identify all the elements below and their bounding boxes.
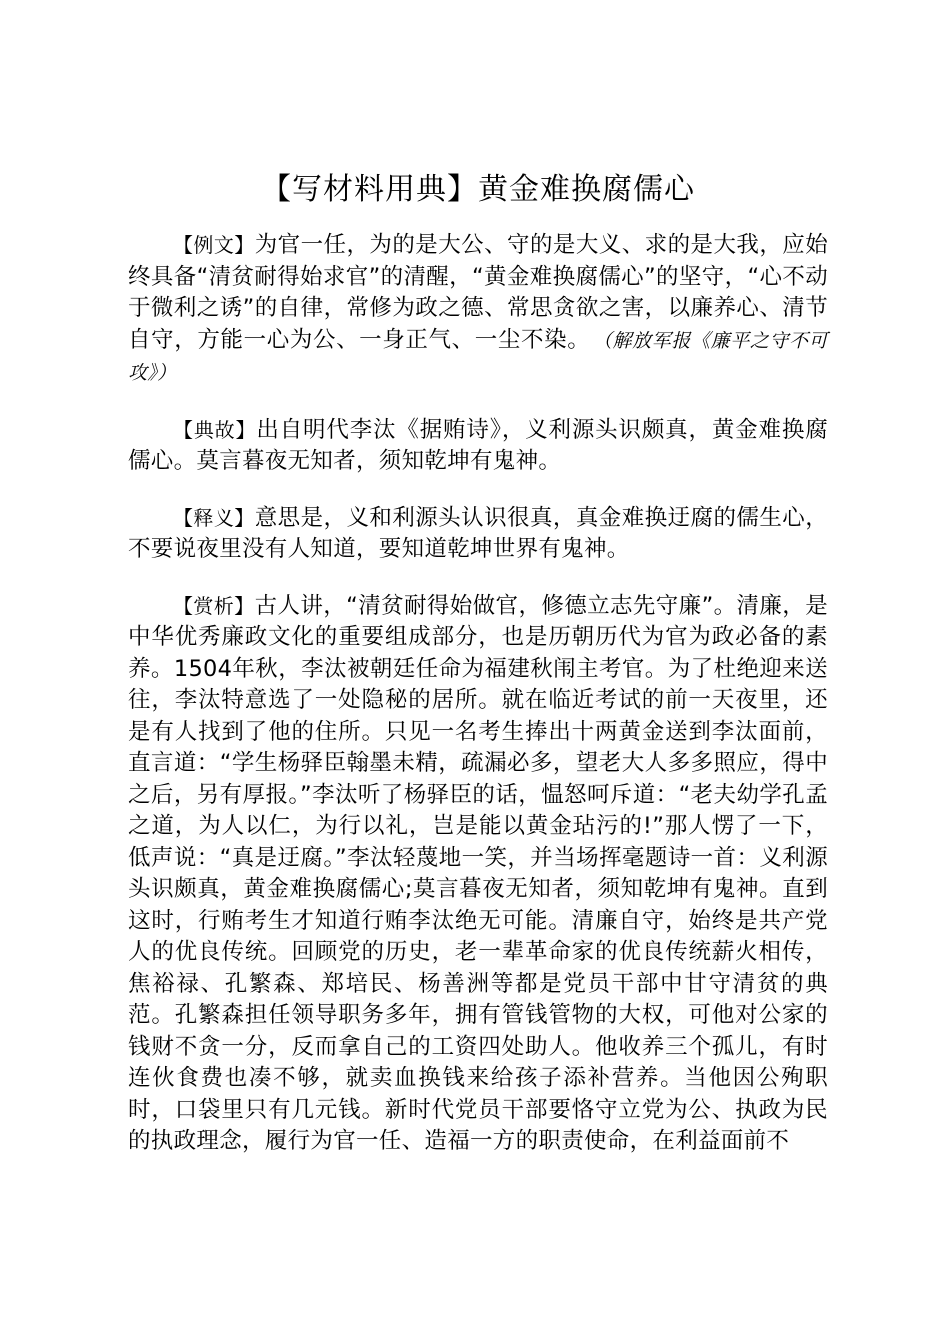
allusion-label: 【典故】 [173,417,257,442]
example-label: 【例文】 [173,233,255,257]
example-text: 为官一任，为的是大公、守的是大义、求的是大我，应始终具备“清贫耐得始求官”的清醒，“黄金难换腐儒心”的坚守，“心不动于微利之诱”的自律，常修为政之德、常思贪欲之害，以廉养心、清节自守，方能一心为公、一身正气、一尘不染。 [128,232,828,353]
appreciation-text: 古人讲，“清贫耐得始做官，修德立志先守廉”。清廉，是中华优秀廉政文化的重要组成部分，也是历朝历代为官为政必备的素养。1504年秋，李汰被朝廷任命为福建秋闱主考官。为了杜绝迎来送往，李汰特意选了一处隐秘的居所。就在临近考试的前一天夜里，还是有人找到了他的住所。只见一名考生捧出十两黄金送到李汰面前，直言道：“学生杨驿臣翰墨未精，疏漏必多，望老大人多多照应，得中之后，另有厚报。”李汰听了杨驿臣的话，愠怒呵斥道：“老夫幼学孔孟之道，为人以仁，为行以礼，岂是能以黄金玷污的!”那人愣了一下，低声说：“真是迂腐。”李汰轻蔑地一笑，并当场挥毫题诗一首：义利源头识颇真，黄金难换腐儒心;莫言暮夜无知者，须知乾坤有鬼神。直到这时，行贿考生才知道行贿李汰绝无可能。清廉自守，始终是共产党人的优良传统。回顾党的历史，老一辈革命家的优良传统薪火相传，焦裕禄、孔繁森、郑培民、杨善洲等都是党员干部中甘守清贫的典范。孔繁森担任领导职务多年，拥有管钱管物的大权，可他对公家的钱财不贪一分，反而拿自己的工资四处助人。他收养三个孤儿，有时连伙食费也凑不够，就卖血换钱来给孩子添补营养。当他因公殉职时，口袋里只有几元钱。新时代党员干部要恪守立党为公、执政为民的执政理念，履行为官一任、造福一方的职责使命，在利益面前不 [128,592,828,1154]
allusion-text: 出自明代李汰《据贿诗》，义利源头识颇真，黄金难换腐儒心。莫言暮夜无知者，须知乾坤有鬼神。 [128,416,828,474]
page-title: 【写材料用典】黄金难换腐儒心 [261,172,695,207]
interpretation-label: 【释义】 [173,505,255,530]
appreciation-label: 【赏析】 [173,593,255,618]
example-paragraph [128,230,828,390]
appreciation-paragraph [128,591,828,1158]
interpretation-paragraph [128,503,828,566]
interpretation-text: 意思是，义和利源头认识很真，真金难换迂腐的儒生心，不要说夜里没有人知道，要知道乾坤世界有鬼神。 [128,504,828,562]
example-source: （解放军报《廉平之守不可攻》） [128,329,828,384]
allusion-paragraph [128,415,828,478]
document-page [128,168,828,1183]
